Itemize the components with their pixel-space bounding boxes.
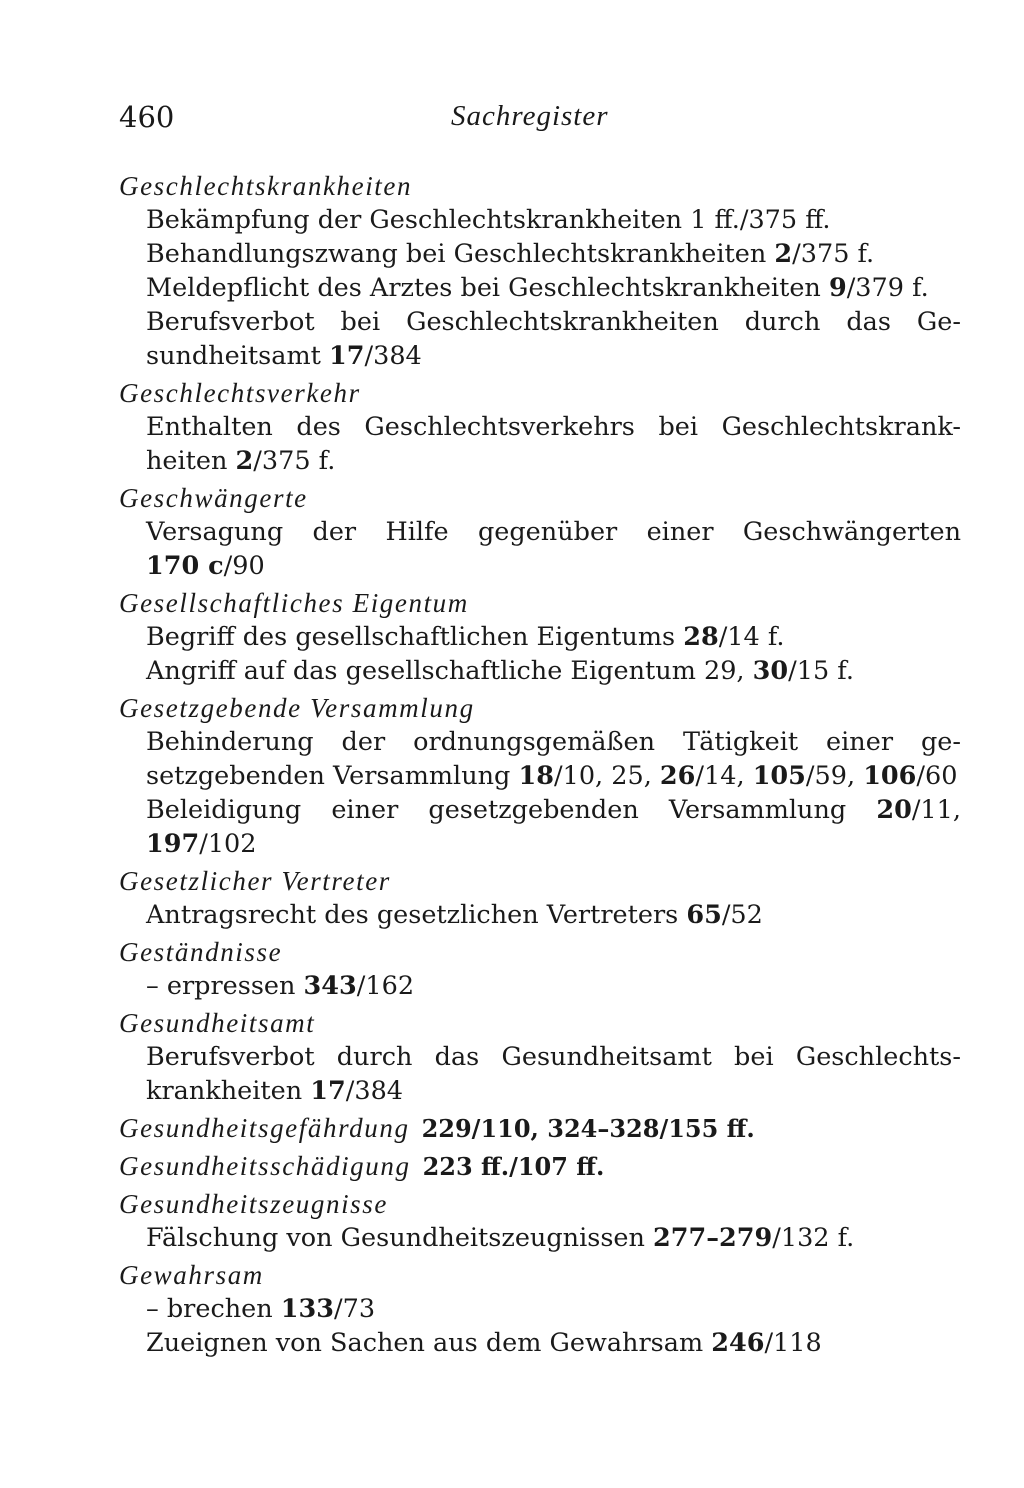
index-subentry-line: Angriff auf das gesellschaftliche Eigentum 29, 30/15 f. bbox=[146, 656, 854, 686]
index-subentry-line: Versagung der Hilfe gegenüber einer Geschwängerten bbox=[146, 517, 961, 547]
index-subentry-line: – brechen 133/73 bbox=[146, 1294, 376, 1324]
index-term-label: Geschlechtskrankheiten bbox=[119, 171, 413, 201]
index-term-label: Gesundheitszeugnisse bbox=[119, 1189, 388, 1219]
index-subentry-line: Fälschung von Gesundheitszeugnissen 277–279/132 f. bbox=[146, 1223, 855, 1253]
index-term bbox=[119, 1187, 979, 1221]
index-subentry-line: Zueignen von Sachen aus dem Gewahrsam 246/118 bbox=[146, 1328, 822, 1358]
index-term bbox=[119, 1149, 979, 1184]
index-term-label: Gewahrsam bbox=[119, 1260, 264, 1290]
page-header bbox=[119, 100, 939, 144]
index-term-label: Gesetzgebende Versammlung bbox=[119, 693, 475, 723]
index-term-label: Gesundheitsschädigung bbox=[119, 1151, 411, 1181]
running-title: Sachregister bbox=[451, 100, 609, 132]
index-term bbox=[119, 864, 979, 898]
index-term-label: Gesetzlicher Vertreter bbox=[119, 866, 391, 896]
index-term-label: Gesundheitsamt bbox=[119, 1008, 316, 1038]
index-term-label: Gesundheitsgefährdung bbox=[119, 1113, 410, 1143]
index-subentry-line: Behinderung der ordnungsgemäßen Tätigkeit einer ge- bbox=[146, 727, 961, 757]
index-term bbox=[119, 1006, 979, 1040]
index-subentry-line: heiten 2/375 f. bbox=[146, 446, 336, 476]
index-term bbox=[119, 691, 979, 725]
index-entries bbox=[119, 166, 979, 1360]
index-subentry-line: Beleidigung einer gesetzgebenden Versammlung 20/11, bbox=[146, 795, 961, 825]
index-subentry-line: Antragsrecht des gesetzlichen Vertreters 65/52 bbox=[146, 900, 763, 930]
index-term bbox=[119, 935, 979, 969]
index-subentry-line: – erpressen 343/162 bbox=[146, 971, 415, 1001]
index-subentry-line: Bekämpfung der Geschlechtskrankheiten 1 ff./375 ff. bbox=[146, 205, 831, 235]
index-subentry-line: sundheitsamt 17/384 bbox=[146, 341, 422, 371]
index-term-references: 229/110, 324–328/155 ff. bbox=[421, 1114, 755, 1143]
index-term bbox=[119, 169, 979, 203]
index-term bbox=[119, 1111, 979, 1146]
index-term-label: Geschwängerte bbox=[119, 483, 308, 513]
index-term bbox=[119, 586, 979, 620]
index-subentry-line: Berufsverbot durch das Gesundheitsamt bei Geschlechts- bbox=[146, 1042, 961, 1072]
index-subentry-line: setzgebenden Versammlung 18/10, 25, 26/14, 105/59, 106/60 bbox=[146, 761, 958, 791]
index-subentry-line: Behandlungszwang bei Geschlechtskrankheiten 2/375 f. bbox=[146, 239, 875, 269]
index-term bbox=[119, 1258, 979, 1292]
index-subentry-line: Berufsverbot bei Geschlechtskrankheiten durch das Ge- bbox=[146, 307, 961, 337]
index-subentry-line: 197/102 bbox=[146, 829, 257, 859]
index-subentry-line: Begriff des gesellschaftlichen Eigentums 28/14 f. bbox=[146, 622, 785, 652]
index-term-references: 223 ff./107 ff. bbox=[422, 1152, 605, 1181]
index-term-label: Gesellschaftliches Eigentum bbox=[119, 588, 469, 618]
index-subentry-line: krankheiten 17/384 bbox=[146, 1076, 404, 1106]
index-subentry-line: Enthalten des Geschlechtsverkehrs bei Geschlechtskrank- bbox=[146, 412, 961, 442]
index-subentry-line: Meldepflicht des Arztes bei Geschlechtskrankheiten 9/379 f. bbox=[146, 273, 929, 303]
index-term bbox=[119, 481, 979, 515]
index-term-label: Geschlechtsverkehr bbox=[119, 378, 361, 408]
page-number: 460 bbox=[119, 100, 175, 134]
index-term-label: Geständnisse bbox=[119, 937, 283, 967]
index-term bbox=[119, 376, 979, 410]
index-subentry-line: 170 c/90 bbox=[146, 551, 265, 581]
